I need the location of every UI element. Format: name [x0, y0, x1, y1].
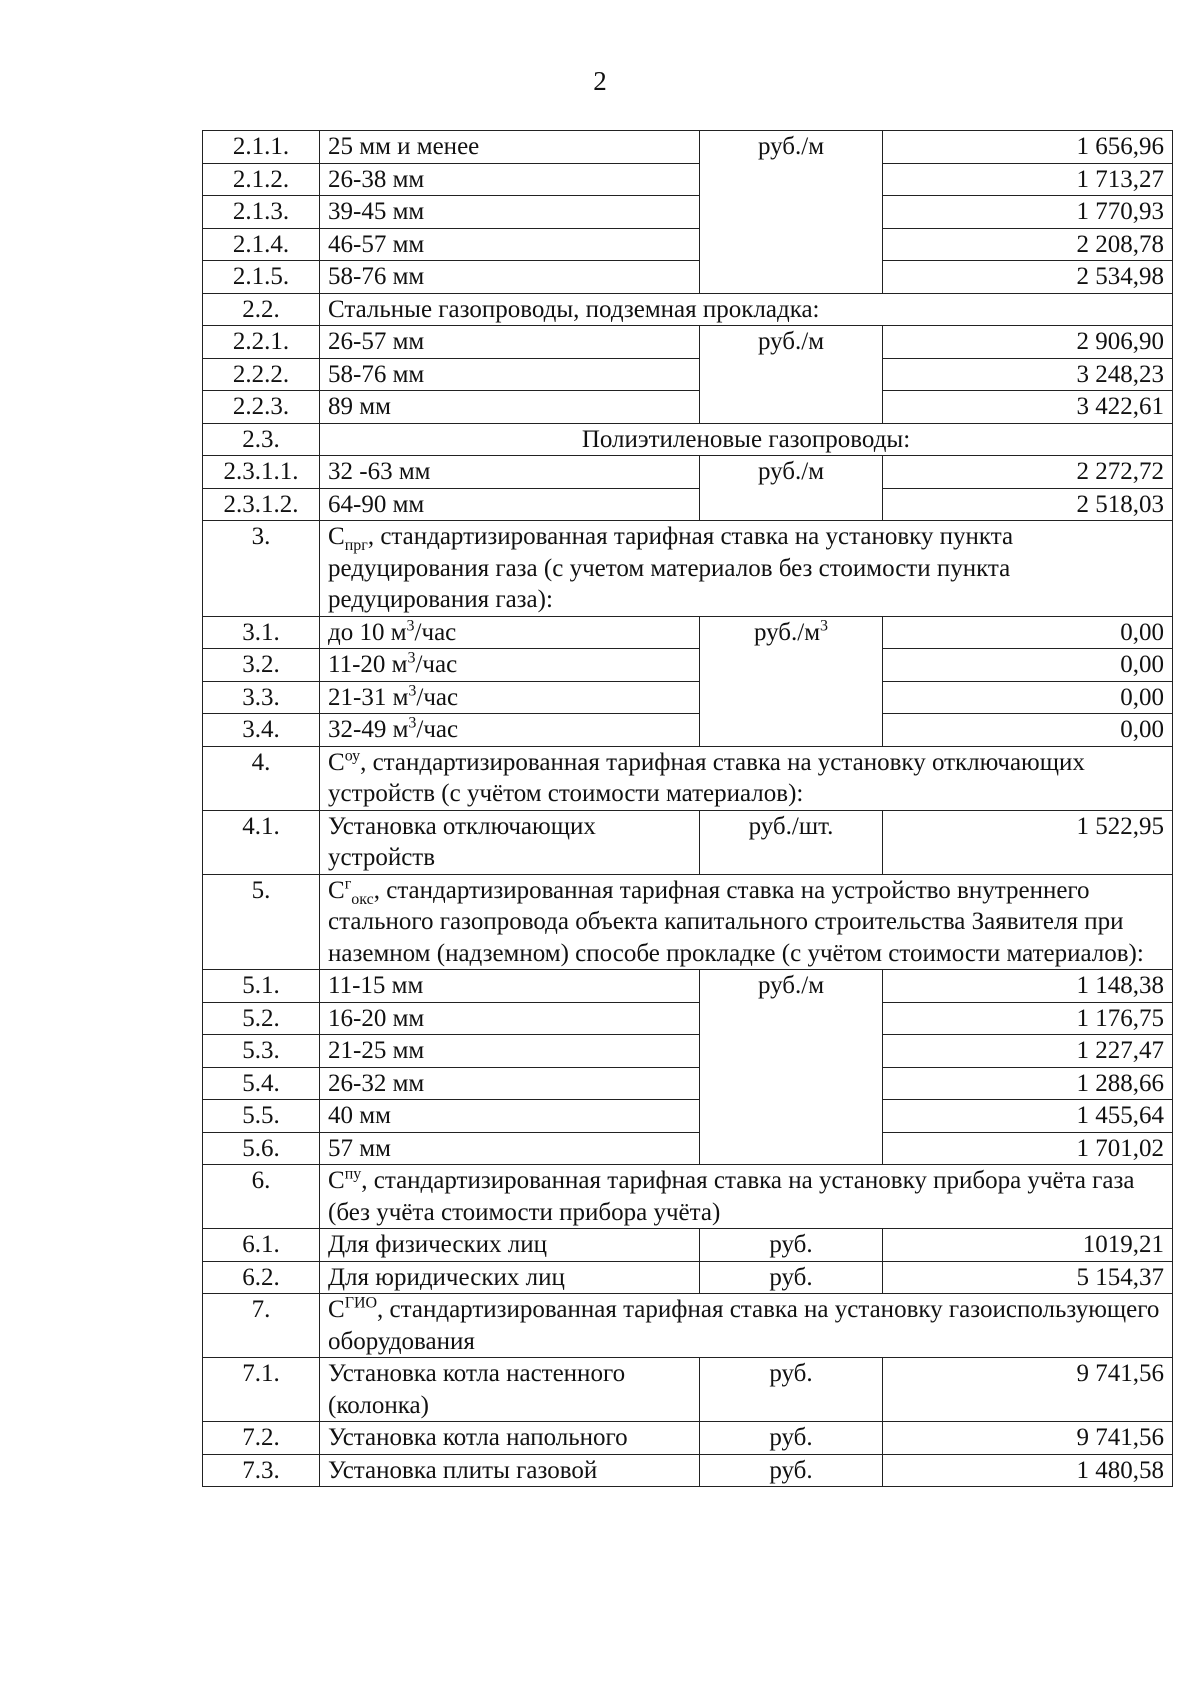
table-row: [203, 1067, 1173, 1100]
row-value: 0,00: [883, 681, 1173, 714]
row-number: 2.2.: [203, 293, 320, 326]
row-number: 7.1.: [203, 1358, 320, 1422]
row-name: 46-57 мм: [320, 228, 700, 261]
table-row: [203, 358, 1173, 391]
row-name: до 10 $м^3$/час: [320, 616, 700, 649]
row-name: 64-90 мм: [320, 488, 700, 521]
row-name: Для физических лиц: [320, 1229, 700, 1262]
row-value: 2 272,72: [883, 456, 1173, 489]
row-name: 32 -63 мм: [320, 456, 700, 489]
row-value: 1 522,95: [883, 810, 1173, 874]
row-unit: руб./м: [700, 456, 883, 521]
row-name: 26-38 мм: [320, 163, 700, 196]
row-value: 3 422,61: [883, 391, 1173, 424]
row-value: 2 906,90: [883, 326, 1173, 359]
row-number: 2.2.3.: [203, 391, 320, 424]
row-number: 6.1.: [203, 1229, 320, 1262]
row-number: 3.4.: [203, 714, 320, 747]
row-name: 57 мм: [320, 1132, 700, 1165]
row-number: 2.2.1.: [203, 326, 320, 359]
table-row: [203, 649, 1173, 682]
row-number: 7.2.: [203, 1422, 320, 1455]
table-row: [203, 1035, 1173, 1068]
row-number: 3.2.: [203, 649, 320, 682]
row-number: 2.3.: [203, 423, 320, 456]
row-value: 1 480,58: [883, 1454, 1173, 1487]
row-name: Для юридических лиц: [320, 1261, 700, 1294]
row-name: 16-20 мм: [320, 1002, 700, 1035]
section-row: [203, 1294, 1173, 1358]
section-text: , стандартизированная тарифная ставка на установку прибора учёта газа (без учёта стоимости прибора учёта): [328, 1167, 1135, 1226]
row-unit: руб./шт.: [700, 810, 883, 874]
row-name: 39-45 мм: [320, 196, 700, 229]
row-number: 2.1.4.: [203, 228, 320, 261]
row-number: 3.: [203, 521, 320, 617]
row-number: 2.3.1.1.: [203, 456, 320, 489]
table-row: [203, 970, 1173, 1003]
row-number: 7.: [203, 1294, 320, 1358]
table-row: [203, 1358, 1173, 1422]
row-name: 11-15 мм: [320, 970, 700, 1003]
row-value: 2 518,03: [883, 488, 1173, 521]
row-name: 58-76 мм: [320, 261, 700, 294]
row-number: 5.6.: [203, 1132, 320, 1165]
row-number: 2.1.3.: [203, 196, 320, 229]
table-row: [203, 391, 1173, 424]
row-value: 2 208,78: [883, 228, 1173, 261]
row-name: 58-76 мм: [320, 358, 700, 391]
row-name: 26-57 мм: [320, 326, 700, 359]
tariff-table: [202, 130, 1173, 1487]
section-row: [203, 293, 1173, 326]
row-number: 5.: [203, 874, 320, 970]
row-number: 2.3.1.2.: [203, 488, 320, 521]
row-name: 26-32 мм: [320, 1067, 700, 1100]
rate-superscript: ГИО: [344, 1294, 378, 1312]
table-row: [203, 131, 1173, 164]
row-value: 1 227,47: [883, 1035, 1173, 1068]
table-row: [203, 1422, 1173, 1455]
row-number: 2.1.2.: [203, 163, 320, 196]
section-heading: [320, 521, 1173, 617]
page-number: 2: [593, 66, 607, 96]
table-row: [203, 714, 1173, 747]
row-value: 2 534,98: [883, 261, 1173, 294]
row-value: 0,00: [883, 616, 1173, 649]
section-heading: [320, 1165, 1173, 1229]
row-name: Установка котла напольного: [320, 1422, 700, 1455]
table-row: [203, 1002, 1173, 1035]
section-text: , стандартизированная тарифная ставка на устройство внутреннего стального газопровода объекта капитального строительства Заявителя при наземном (надземном) способе прокладке (с учётом стоимости материалов):: [328, 876, 1144, 967]
section-heading: [320, 874, 1173, 970]
row-value: 0,00: [883, 649, 1173, 682]
row-value: 1 770,93: [883, 196, 1173, 229]
rate-superscript: оу: [344, 747, 361, 765]
rate-symbol: С: [328, 876, 345, 904]
table-row: [203, 1261, 1173, 1294]
table-row: [203, 261, 1173, 294]
row-name: 11-20 $м^3$/час: [320, 649, 700, 682]
table-row: [203, 163, 1173, 196]
row-value: 1019,21: [883, 1229, 1173, 1262]
table-row: [203, 228, 1173, 261]
table-row: [203, 616, 1173, 649]
section-text: , стандартизированная тарифная ставка на установку отключающих устройств (с учётом стоимости материалов):: [328, 748, 1085, 807]
row-unit: руб./м: [700, 131, 883, 294]
rate-symbol: С: [328, 748, 345, 776]
row-number: 3.1.: [203, 616, 320, 649]
row-value: 9 741,56: [883, 1358, 1173, 1422]
row-unit: руб.: [700, 1261, 883, 1294]
row-name: 32-49 $м^3$/час: [320, 714, 700, 747]
row-number: 2.1.1.: [203, 131, 320, 164]
rate-superscript: г: [344, 875, 352, 893]
row-value: 1 701,02: [883, 1132, 1173, 1165]
row-number: 6.2.: [203, 1261, 320, 1294]
section-row: [203, 874, 1173, 970]
row-value: 1 148,38: [883, 970, 1173, 1003]
row-number: 5.5.: [203, 1100, 320, 1133]
row-number: 2.2.2.: [203, 358, 320, 391]
row-value: 1 455,64: [883, 1100, 1173, 1133]
table-row: [203, 488, 1173, 521]
row-number: 6.: [203, 1165, 320, 1229]
rate-subscript: прг: [344, 537, 368, 554]
section-heading: [320, 746, 1173, 810]
row-unit: руб./м: [700, 970, 883, 1165]
table-row: [203, 326, 1173, 359]
row-unit: $руб./м^3$: [700, 616, 883, 746]
row-value: 3 248,23: [883, 358, 1173, 391]
table-row: [203, 681, 1173, 714]
table-row: [203, 1454, 1173, 1487]
row-unit: руб.: [700, 1229, 883, 1262]
row-value: 1 656,96: [883, 131, 1173, 164]
row-number: 4.: [203, 746, 320, 810]
rate-symbol: С: [328, 1296, 345, 1323]
row-number: 5.2.: [203, 1002, 320, 1035]
row-name: 89 мм: [320, 391, 700, 424]
row-name: Установка котла настенного (колонка): [320, 1358, 700, 1422]
section-text: , стандартизированная тарифная ставка на установку пункта редуцирования газа (с учетом материалов без стоимости пункта редуцирования газа):: [328, 523, 1014, 613]
row-number: 3.3.: [203, 681, 320, 714]
section-row: [203, 1165, 1173, 1229]
row-number: 5.3.: [203, 1035, 320, 1068]
row-name: 21-25 мм: [320, 1035, 700, 1068]
rate-superscript: пу: [344, 1165, 362, 1183]
row-number: 7.3.: [203, 1454, 320, 1487]
section-heading: [320, 1294, 1173, 1358]
row-value: 5 154,37: [883, 1261, 1173, 1294]
table-row: [203, 1100, 1173, 1133]
row-value: 1 713,27: [883, 163, 1173, 196]
row-number: 5.4.: [203, 1067, 320, 1100]
rate-symbol: С: [328, 1167, 345, 1194]
row-unit: руб.: [700, 1422, 883, 1455]
section-heading: Полиэтиленовые газопроводы:: [320, 423, 1173, 456]
row-number: 4.1.: [203, 810, 320, 874]
row-name: Установка отключающих устройств: [320, 810, 700, 874]
rate-symbol: С: [328, 523, 345, 550]
row-value: 1 176,75: [883, 1002, 1173, 1035]
row-number: 5.1.: [203, 970, 320, 1003]
table-row: [203, 456, 1173, 489]
row-name: Установка плиты газовой: [320, 1454, 700, 1487]
section-row: [203, 521, 1173, 617]
row-value: 1 288,66: [883, 1067, 1173, 1100]
rate-subscript: окс: [351, 890, 374, 908]
row-value: 0,00: [883, 714, 1173, 747]
table-row: [203, 1229, 1173, 1262]
section-row: [203, 423, 1173, 456]
table-row: [203, 810, 1173, 874]
row-unit: руб.: [700, 1358, 883, 1422]
table-row: [203, 196, 1173, 229]
row-number: 2.1.5.: [203, 261, 320, 294]
section-heading: Стальные газопроводы, подземная прокладка:: [320, 293, 1173, 326]
row-name: 21-31 $м^3$/час: [320, 681, 700, 714]
row-name: 25 мм и менее: [320, 131, 700, 164]
row-name: 40 мм: [320, 1100, 700, 1133]
table-row: [203, 1132, 1173, 1165]
section-text: , стандартизированная тарифная ставка на установку газоиспользующего оборудования: [328, 1296, 1160, 1355]
section-row: [203, 746, 1173, 810]
row-unit: руб.: [700, 1454, 883, 1487]
row-unit: руб./м: [700, 326, 883, 424]
row-value: 9 741,56: [883, 1422, 1173, 1455]
